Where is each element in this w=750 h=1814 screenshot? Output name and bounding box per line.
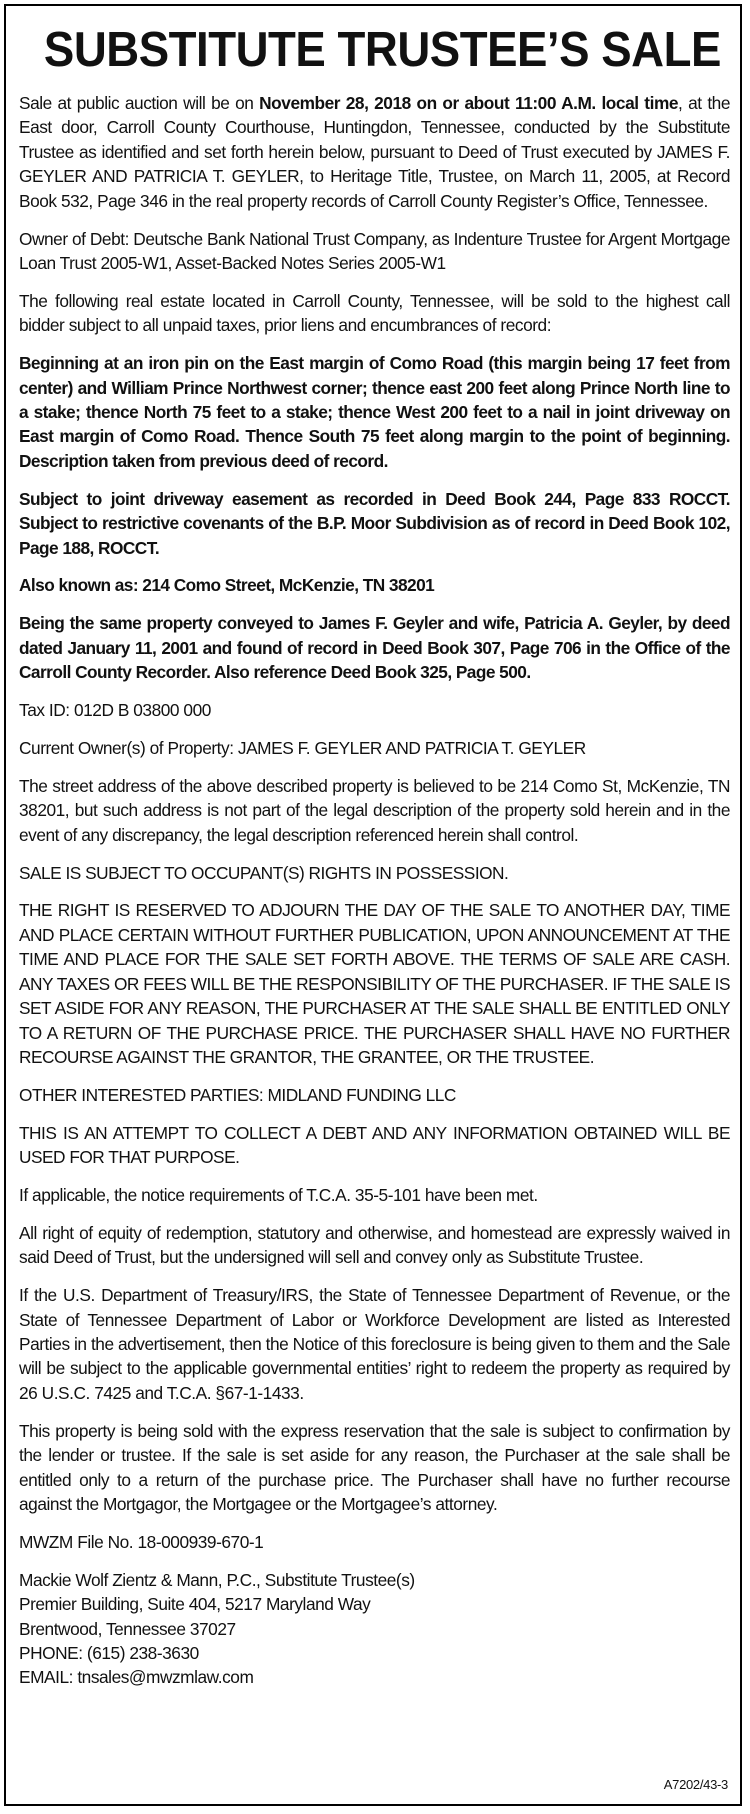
current-owners: Current Owner(s) of Property: JAMES F. GEYLER AND PATRICIA T. GEYLER: [19, 737, 586, 758]
also-known-as: Also known as: 214 Como Street, McKenzie, TN 38201: [19, 575, 435, 596]
real-estate-statement: The following real estate located in Carroll County, Tennessee, will be sold to the highest call bidder subject to all unpaid taxes, prior liens and encumbrances of record:: [19, 290, 730, 336]
intro-paragraph: [19, 91, 730, 213]
equity-redemption: All right of equity of redemption, statutory and otherwise, and homestead are expressly waived in said Deed of Trust, but the undersigned will sell and convey only as Substitute Trustee.: [19, 1222, 730, 1268]
trustee-address-line-2: Brentwood, Tennessee 37027: [19, 1618, 236, 1639]
sale-date-time: November 28, 2018 on or about 11:00 A.M. local time: [259, 93, 679, 113]
owner-of-debt: Owner of Debt: Deutsche Bank National Trust Company, as Indenture Trustee for Argent Mortgage Loan Trust 2005-W1, Asset-Backed Notes Series 2005-W1: [19, 228, 730, 273]
other-interested-parties: OTHER INTERESTED PARTIES: MIDLAND FUNDING LLC: [19, 1084, 456, 1105]
intro-text-1: Sale at public auction will be on: [19, 93, 260, 113]
trustee-address-line-1: Premier Building, Suite 404, 5217 Maryland Way: [19, 1594, 371, 1615]
government-parties: If the U.S. Department of Treasury/IRS, the State of Tennessee Department of Revenue, or the State of Tennessee Department of Labor or Workforce Development are listed as Interested Parties in the advertisement, then the Notice of this foreclosure is being given to them and the Sale will be subject to the applicable governmental entities’ right to redeem the property as required by 26 U.S.C. 7425 and T.C.A. §67-1-1433.: [19, 1285, 730, 1403]
notice-title: SUBSTITUTE TRUSTEE’S SALE: [43, 23, 721, 77]
ad-code: A7202/43-3: [663, 1777, 728, 1792]
occupant-rights: SALE IS SUBJECT TO OCCUPANT(S) RIGHTS IN POSSESSION.: [19, 862, 509, 883]
conveyance-history: Being the same property conveyed to James F. Geyler and wife, Patricia A. Geyler, by deed dated January 11, 2001 and found of record in Deed Book 307, Page 706 in the Office of the Carroll County Recorder. Also reference Deed Book 325, Page 500.: [19, 613, 730, 683]
trustee-contact: [19, 1568, 730, 1690]
sale-reservation: This property is being sold with the express reservation that the sale is subject to confirmation by the lender or trustee. If the sale is set aside for any reason, the Purchaser at the sale shall be entitled only to a return of the purchase price. The Purchaser shall have no further recourse against the Mortgagor, the Mortgagee or the Mortgagee’s attorney.: [19, 1420, 730, 1514]
intro-text-2: , at the East door, Carroll County Courthouse, Huntingdon, Tennessee, conducted by the Substitute Trustee as identified and set forth herein below, pursuant to Deed of Trust executed by JAMES F. GEYLER AND PATRICIA T. GEYLER, to Heritage Title, Trustee, on March 11, 2005, at Record Book 532, Page 346 in the real property records of Carroll County Register’s Office, Tennessee.: [19, 93, 730, 211]
file-number: MWZM File No. 18-000939-670-1: [19, 1531, 264, 1552]
tax-id: Tax ID: 012D B 03800 000: [19, 700, 211, 721]
tca-notice: If applicable, the notice requirements of T.C.A. 35-5-101 have been met.: [19, 1185, 538, 1206]
adjournment-terms: THE RIGHT IS RESERVED TO ADJOURN THE DAY OF THE SALE TO ANOTHER DAY, TIME AND PLACE CERTAIN WITHOUT FURTHER PUBLICATION, UPON ANNOUNCEMENT AT THE TIME AND PLACE FOR THE SALE SET FORTH ABOVE. THE TERMS OF SALE ARE CASH. ANY TAXES OR FEES WILL BE THE RESPONSIBILITY OF THE PURCHASER. IF THE SALE IS SET ASIDE FOR ANY REASON, THE PURCHASER AT THE SALE SHALL BE ENTITLED ONLY TO A RETURN OF THE PURCHASE PRICE. THE PURCHASER SHALL HAVE NO FURTHER RECOURSE AGAINST THE GRANTOR, THE GRANTEE, OR THE TRUSTEE.: [19, 900, 730, 1067]
trustee-name: Mackie Wolf Zientz & Mann, P.C., Substitute Trustee(s): [19, 1569, 415, 1590]
trustee-email: EMAIL: tnsales@mwzmlaw.com: [19, 1667, 254, 1688]
debt-collection-notice: THIS IS AN ATTEMPT TO COLLECT A DEBT AND ANY INFORMATION OBTAINED WILL BE USED FOR THAT PURPOSE.: [19, 1122, 730, 1168]
legal-description: Beginning at an iron pin on the East margin of Como Road (this margin being 17 feet from center) and William Prince Northwest corner; thence east 200 feet along Prince North line to a stake; thence North 75 feet to a stake; thence West 200 feet to a nail in joint driveway on East margin of Como Road. Thence South 75 feet along margin to the point of beginning. Description taken from previous deed of record.: [19, 353, 730, 471]
easement-covenants: Subject to joint driveway easement as recorded in Deed Book 244, Page 833 ROCCT. Subject to restrictive covenants of the B.P. Moor Subdivision as of record in Deed Book 102, Page 188, ROCCT.: [19, 488, 730, 558]
trustee-phone: PHONE: (615) 238-3630: [19, 1643, 199, 1664]
street-address-disclaimer: The street address of the above described property is believed to be 214 Como St, McKenzie, TN 38201, but such address is not part of the legal description of the property sold herein and in the event of any discrepancy, the legal description referenced herein shall control.: [19, 775, 730, 845]
legal-notice: [4, 4, 742, 1806]
